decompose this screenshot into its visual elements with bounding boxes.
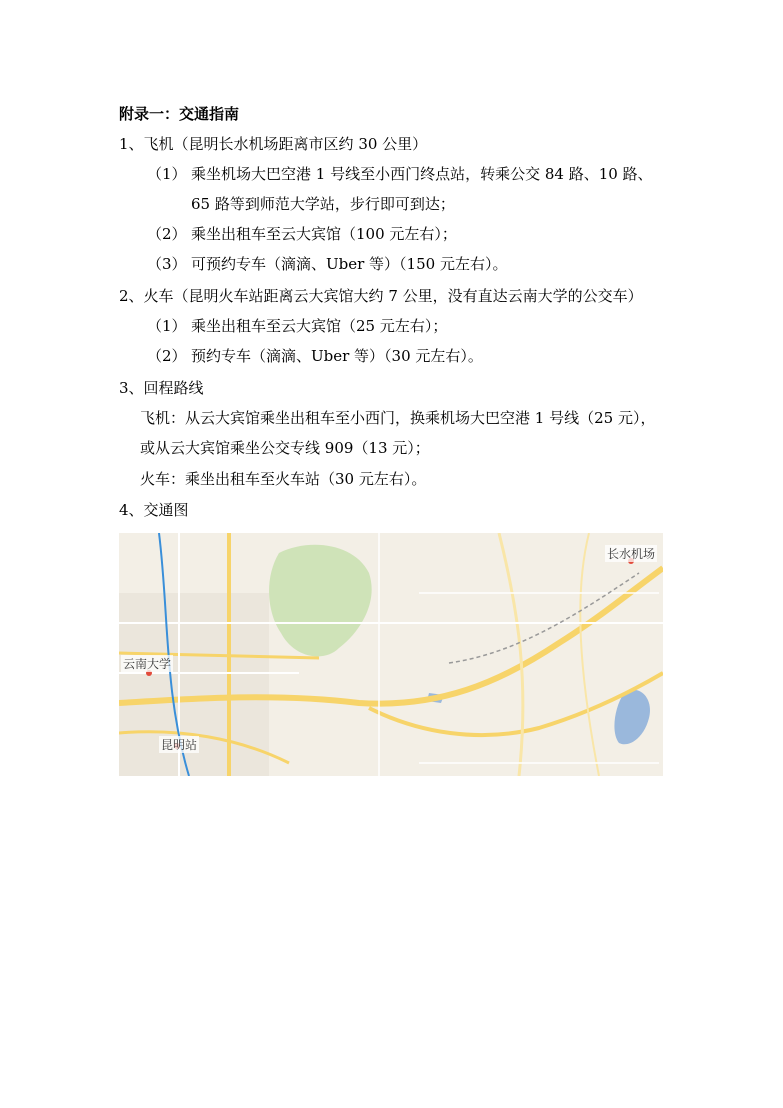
plane-item-3-text: 可预约专车（滴滴、Uber 等）（150 元左右）。 bbox=[191, 255, 508, 273]
page-heading: 附录一：交通指南 bbox=[119, 105, 240, 123]
return-line-3: 火车：乘坐出租车至火车站（30 元左右）。 bbox=[140, 470, 427, 488]
plane-item-1 bbox=[147, 164, 653, 184]
section-return-title: 3、回程路线 bbox=[119, 379, 204, 397]
plane-item-2 bbox=[147, 224, 457, 244]
return-line-1: 飞机：从云大宾馆乘坐出租车至小西门，换乘机场大巴空港 1 号线（25 元）， bbox=[140, 409, 656, 427]
plane-item-3-num: （3） bbox=[147, 255, 187, 273]
plane-item-2-num: （2） bbox=[147, 225, 187, 243]
plane-item-1-cont: 65 路等到师范大学站，步行即可到达； bbox=[191, 195, 455, 213]
train-item-2-num: （2） bbox=[147, 347, 187, 365]
train-item-1 bbox=[147, 316, 447, 336]
map-graphic bbox=[119, 533, 663, 776]
plane-item-1-text: 乘坐机场大巴空港 1 号线至小西门终点站，转乘公交 84 路、10 路、 bbox=[191, 165, 653, 183]
train-item-2-text: 预约专车（滴滴、Uber 等）（30 元左右）。 bbox=[191, 347, 483, 365]
map-label-airport: 长水机场 bbox=[607, 547, 656, 561]
map-label-station: 昆明站 bbox=[161, 738, 198, 752]
map-label-university: 云南大学 bbox=[123, 657, 172, 671]
section-plane-title: 1、飞机（昆明长水机场距离市区约 30 公里） bbox=[119, 135, 428, 153]
return-line-2: 或从云大宾馆乘坐公交专线 909（13 元）； bbox=[140, 439, 430, 457]
transport-map bbox=[119, 533, 663, 776]
train-item-2 bbox=[147, 346, 483, 366]
section-map-title: 4、交通图 bbox=[119, 501, 189, 519]
plane-item-2-text: 乘坐出租车至云大宾馆（100 元左右）； bbox=[191, 225, 457, 243]
train-item-1-num: （1） bbox=[147, 317, 187, 335]
train-item-1-text: 乘坐出租车至云大宾馆（25 元左右）； bbox=[191, 317, 448, 335]
plane-item-3 bbox=[147, 254, 507, 274]
plane-item-1-num: （1） bbox=[147, 165, 187, 183]
section-train-title: 2、火车（昆明火车站距离云大宾馆大约 7 公里，没有直达云南大学的公交车） bbox=[119, 287, 643, 305]
